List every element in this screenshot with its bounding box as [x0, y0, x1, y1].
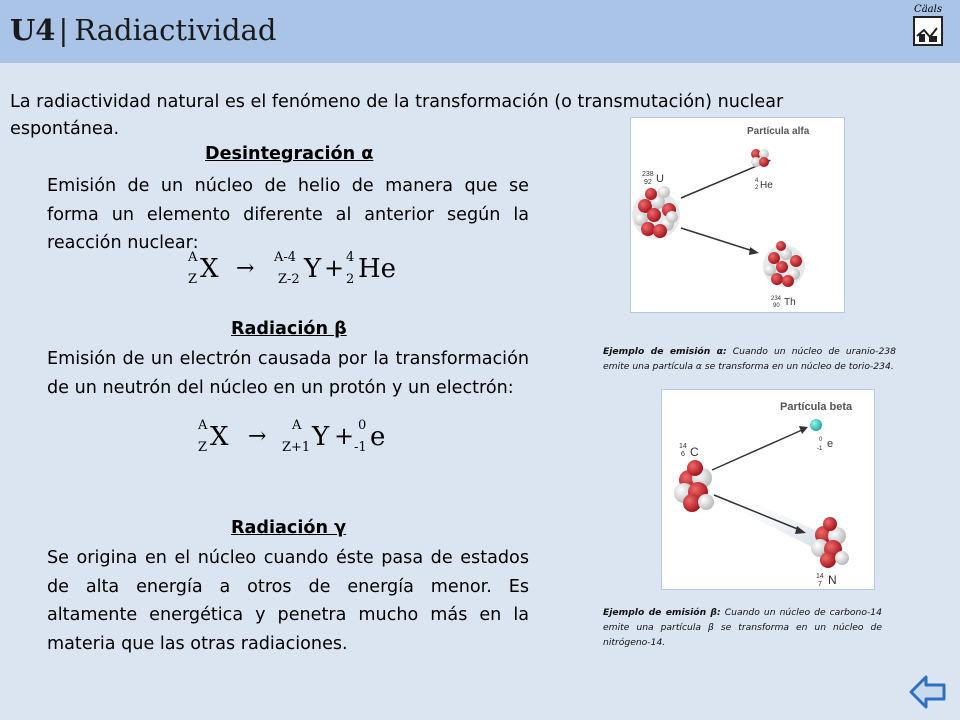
- nitrogen-nucleus: [811, 517, 849, 568]
- gamma-title: Radiación γ: [231, 518, 347, 538]
- th-symbol: Th: [784, 297, 796, 308]
- c-mass: 14: [679, 443, 687, 450]
- n-z: 7: [818, 581, 822, 588]
- logo-text: Cäals: [914, 4, 942, 15]
- alpha-diagram: [631, 118, 844, 312]
- beta-equation: [198, 418, 418, 458]
- eq-atomic-z: Z: [198, 440, 208, 455]
- th-mass: 234: [771, 296, 782, 302]
- header-bar: [0, 0, 960, 63]
- eq-atomic-z3: -1: [354, 440, 367, 455]
- chart-logo-icon: [913, 16, 943, 46]
- electron-particle: [810, 419, 822, 431]
- helium-nucleus: [751, 149, 769, 167]
- beta-arrow-down: [714, 495, 800, 530]
- eq-mass-a2: A-4: [274, 250, 297, 265]
- eq-symbol-x: X: [210, 422, 229, 452]
- alpha-equation: [188, 250, 408, 290]
- intro-text: La radiactividad natural es el fenómeno de la transformación (o transmutación) nuclear espontánea.: [10, 92, 784, 139]
- u-mass: 238: [642, 171, 654, 178]
- alpha-caption-text: Cuando un núcleo de uranio-238 emite una partícula α se transforma en un núcleo de torio-234.: [603, 346, 896, 372]
- beta-title: Radiación β: [231, 319, 347, 339]
- recoil-trail: [718, 490, 828, 552]
- beta-figure: [661, 389, 875, 590]
- thorium-nucleus: [763, 241, 805, 287]
- eq-mass-a3: 4: [346, 250, 355, 265]
- alpha-arrow-down: [681, 228, 753, 251]
- eq-mass-a: A: [188, 250, 198, 265]
- c-symbol: C: [690, 445, 699, 459]
- unit-label: U4: [10, 13, 56, 47]
- uranium-nucleus: [632, 186, 680, 239]
- beta-caption-label: Ejemplo de emisión β:: [603, 607, 721, 618]
- eq-symbol-x: X: [200, 254, 219, 284]
- eq-plus: +: [334, 422, 355, 450]
- logo: [908, 4, 948, 52]
- e-z: -1: [817, 446, 823, 452]
- alpha-figure: [630, 117, 845, 313]
- n-symbol: N: [828, 573, 837, 587]
- th-z: 90: [773, 303, 780, 309]
- page-title: [10, 13, 276, 47]
- eq-plus: +: [324, 254, 345, 282]
- beta-arrow-up: [712, 430, 802, 470]
- he-z: 2: [755, 185, 759, 191]
- alpha-arrow-up: [681, 162, 766, 198]
- he-symbol: He: [760, 180, 773, 191]
- beta-diagram: [662, 390, 874, 589]
- eq-mass-a3: 0: [358, 418, 367, 433]
- c-z: 6: [681, 451, 685, 458]
- title-text: Radiactividad: [74, 13, 277, 47]
- alpha-caption-label: Ejemplo de emisión α:: [603, 346, 727, 357]
- u-symbol: U: [656, 173, 664, 185]
- eq-atomic-z2: Z-2: [278, 272, 300, 287]
- eq-atomic-z: Z: [188, 272, 198, 287]
- alpha-caption: [603, 344, 896, 374]
- eq-mass-a: A: [198, 418, 208, 433]
- e-symbol: e: [827, 438, 834, 450]
- alpha-title: Desintegración α: [205, 144, 374, 164]
- beta-fig-heading: Partícula beta: [780, 401, 853, 413]
- eq-symbol-he: He: [358, 254, 397, 284]
- eq-arrow: →: [248, 424, 267, 449]
- alpha-body: Emisión de un núcleo de helio de manera que se forma un elemento diferente al anterior según la reacción nuclear:: [47, 176, 529, 253]
- eq-mass-a2: A: [292, 418, 302, 433]
- eq-symbol-y: Y: [312, 422, 330, 452]
- beta-caption: [603, 605, 882, 650]
- gamma-body: Se origina en el núcleo cuando éste pasa de estados de alta energía a otros de energía menor. Es altamente energética y penetra mucho más en la materia que las otras radiaciones.: [47, 548, 529, 654]
- eq-symbol-e: e: [370, 422, 386, 452]
- n-mass: 14: [816, 573, 824, 580]
- carbon-nucleus: [674, 460, 714, 512]
- arrow-left-icon: [908, 672, 948, 712]
- alpha-fig-heading: Partícula alfa: [747, 126, 810, 137]
- title-separator: |: [58, 13, 69, 47]
- u-z: 92: [644, 179, 652, 186]
- beta-caption-text: Cuando un núcleo de carbono-14 emite una partícula β se transforma en un núcleo de nitrógeno-14.: [603, 607, 882, 648]
- eq-symbol-y: Y: [304, 254, 322, 284]
- he-mass: 4: [755, 178, 759, 184]
- eq-atomic-z2: Z+1: [282, 440, 311, 455]
- back-button[interactable]: [908, 672, 948, 712]
- eq-atomic-z3: 2: [346, 272, 355, 287]
- eq-arrow: →: [236, 256, 255, 281]
- beta-body: Emisión de un electrón causada por la transformación de un neutrón del núcleo en un protón y un electrón:: [47, 349, 529, 398]
- e-mass: 0: [819, 437, 823, 443]
